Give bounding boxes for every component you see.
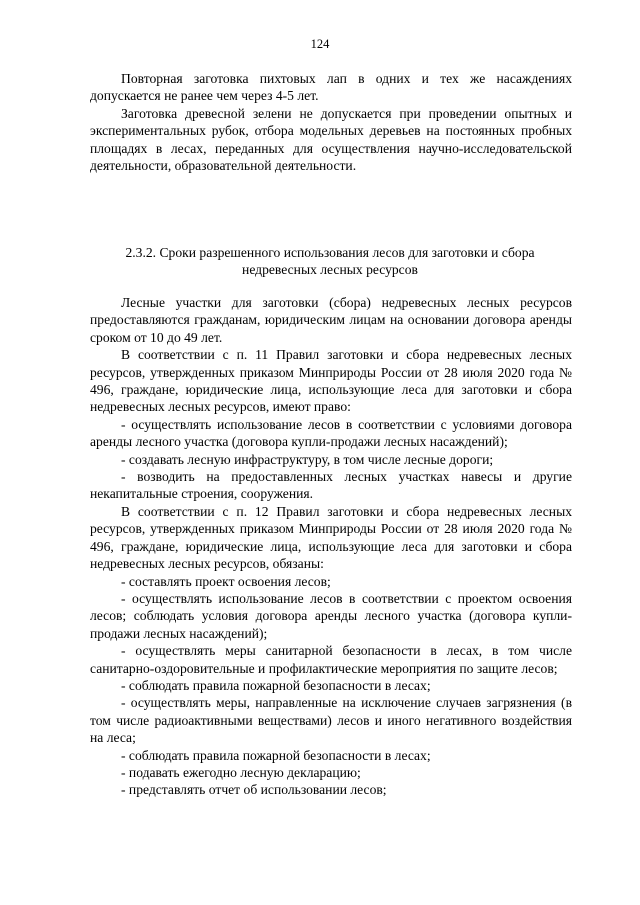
duties-item: - соблюдать правила пожарной безопасности в лесах; [121, 747, 431, 763]
duties-item: - осуществлять меры, направленные на исключение случаев загрязнения (в том числе радиоактивными веществами) лесов и иного негативного воздействия на леса; [90, 695, 572, 746]
duties-item: - осуществлять использование лесов в соответствии с проектом освоения лесов; соблюдать условия договора аренды лесного участка (договора купли-продажи лесных насаждений); [90, 590, 572, 641]
section-heading-line: недревесных лесных ресурсов [242, 262, 418, 278]
intro-paragraph: Повторная заготовка пихтовых лап в одних и тех же насаждениях допускается не ранее чем через 4-5 лет. [90, 71, 572, 104]
duties-item: - осуществлять меры санитарной безопасности в лесах, в том числе санитарно-оздоровительные и профилактические мероприятия по защите лесов; [90, 643, 572, 676]
section-heading-line: 2.3.2. Сроки разрешенного использования лесов для заготовки и сбора [125, 245, 535, 260]
rights-item: - возводить на предоставленных лесных участках навесы и другие некапитальные строения, сооружения. [90, 469, 572, 502]
page-number: 124 [310, 37, 330, 51]
section-paragraph: В соответствии с п. 12 Правил заготовки и сбора недревесных лесных ресурсов, утвержденных приказом Минприроды России от 28 июля 2020 года № 496, граждане, юридические лица, использующие леса для заготовки и сбора недревесных лесных ресурсов, обязаны: [90, 503, 572, 572]
duties-item: - соблюдать правила пожарной безопасности в лесах; [121, 677, 431, 693]
section-paragraph: Лесные участки для заготовки (сбора) недревесных лесных ресурсов предоставляются гражданам, юридическим лицам на основании договора аренды сроком от 10 до 49 лет. [90, 295, 572, 345]
rights-item: - осуществлять использование лесов в соответствии с условиями договора аренды лесного участка (договора купли-продажи лесных насаждений); [90, 416, 572, 450]
duties-item: - представлять отчет об использовании лесов; [121, 782, 387, 798]
section-heading [80, 244, 580, 279]
rights-item: - создавать лесную инфраструктуру, в том числе лесные дороги; [121, 451, 494, 467]
intro-paragraph: Заготовка древесной зелени не допускается при проведении опытных и экспериментальных рубок, отбора модельных деревьев на постоянных пробных площадях в лесах, переданных для осуществления научно-исследовательской деятельности, образовательной деятельности. [90, 105, 572, 174]
section-paragraph: В соответствии с п. 11 Правил заготовки и сбора недревесных лесных ресурсов, утвержденных приказом Минприроды России от 28 июля 2020 года № 496, граждане, юридические лица, использующие леса для заготовки и сбора недревесных лесных ресурсов, имеют право: [90, 347, 572, 415]
duties-item: - подавать ежегодно лесную декларацию; [121, 764, 361, 780]
section-body [90, 294, 572, 799]
duties-item: - составлять проект освоения лесов; [121, 573, 331, 589]
intro-block [90, 70, 572, 174]
